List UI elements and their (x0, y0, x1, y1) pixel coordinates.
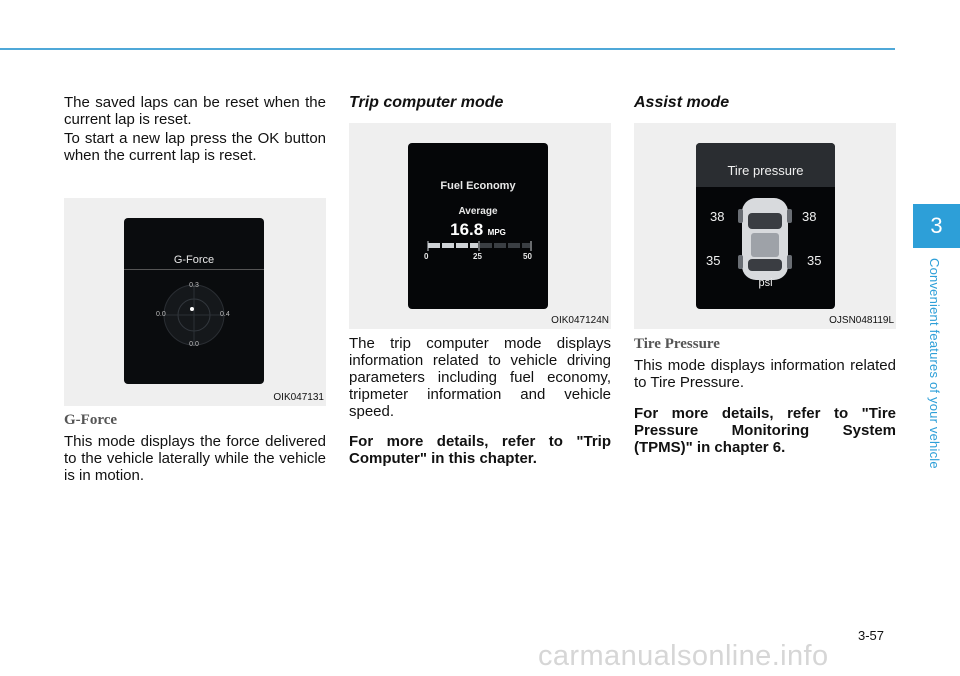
tire-unit: psi (758, 277, 773, 289)
section-title-assist-mode: Assist mode (634, 94, 730, 111)
figure-tire-pressure (634, 123, 896, 329)
figure-code: OIK047124N (551, 315, 609, 326)
paragraph-saved-laps: The saved laps can be reset when the current lap is reset. (64, 94, 326, 128)
header-rule (0, 48, 895, 50)
scale-max: 50 (523, 252, 532, 261)
chapter-tab: 3 (913, 204, 960, 248)
scale-min: 0 (424, 252, 429, 261)
g-force-top-value: 0.3 (189, 282, 199, 289)
g-force-left-value: 0.0 (156, 311, 166, 318)
page-number: 3-57 (858, 628, 885, 643)
fuel-economy-label: Average (458, 206, 498, 217)
figure-g-force (64, 198, 326, 406)
fuel-economy-screen (408, 143, 548, 309)
tire-pressure-title: Tire pressure (727, 163, 804, 178)
scale-mid: 25 (473, 252, 482, 261)
tire-front-left: 38 (710, 209, 725, 224)
section-title-trip-computer: Trip computer mode (349, 94, 504, 111)
subheading-tire-pressure: Tire Pressure (634, 336, 720, 352)
figure-code: OJSN048119L (829, 315, 894, 326)
trip-computer-reference: For more details, refer to "Trip Computer" in this chapter. (349, 433, 611, 467)
tire-pressure-description: This mode displays information related to Tire Pressure. (634, 357, 896, 391)
tire-rear-right: 35 (807, 253, 822, 268)
fuel-economy-value: 16.8 (450, 220, 484, 239)
tire-front-right: 38 (802, 209, 817, 224)
subheading-g-force: G-Force (64, 412, 118, 428)
g-force-bottom-value: 0.0 (189, 341, 199, 348)
tire-rear-left: 35 (706, 253, 721, 268)
trip-computer-description: The trip computer mode displays information related to vehicle driving parameters including fuel economy, tripmeter information and vehicle speed. (349, 335, 611, 420)
g-force-screen-title: G-Force (173, 254, 215, 266)
figure-code: OIK047131 (273, 392, 324, 403)
watermark: carmanualsonline.info (538, 640, 829, 672)
chapter-title-vertical: Convenient features of your vehicle (927, 258, 942, 469)
g-force-right-value: 0.4 (220, 311, 230, 318)
g-force-gauge (124, 218, 264, 384)
g-force-screen (124, 218, 264, 384)
fuel-economy-bar (408, 143, 548, 309)
fuel-economy-title: Fuel Economy (440, 180, 516, 192)
paragraph-new-lap: To start a new lap press the OK button when the current lap is reset. (64, 130, 326, 164)
fuel-economy-unit: MPG (487, 228, 506, 237)
g-force-description: This mode displays the force delivered to the vehicle laterally while the vehicle is in motion. (64, 433, 326, 484)
tire-pressure-screen (696, 143, 835, 309)
figure-fuel-economy (349, 123, 611, 329)
tire-pressure-reference: For more details, refer to "Tire Pressure Monitoring System (TPMS)" in chapter 6. (634, 405, 896, 456)
